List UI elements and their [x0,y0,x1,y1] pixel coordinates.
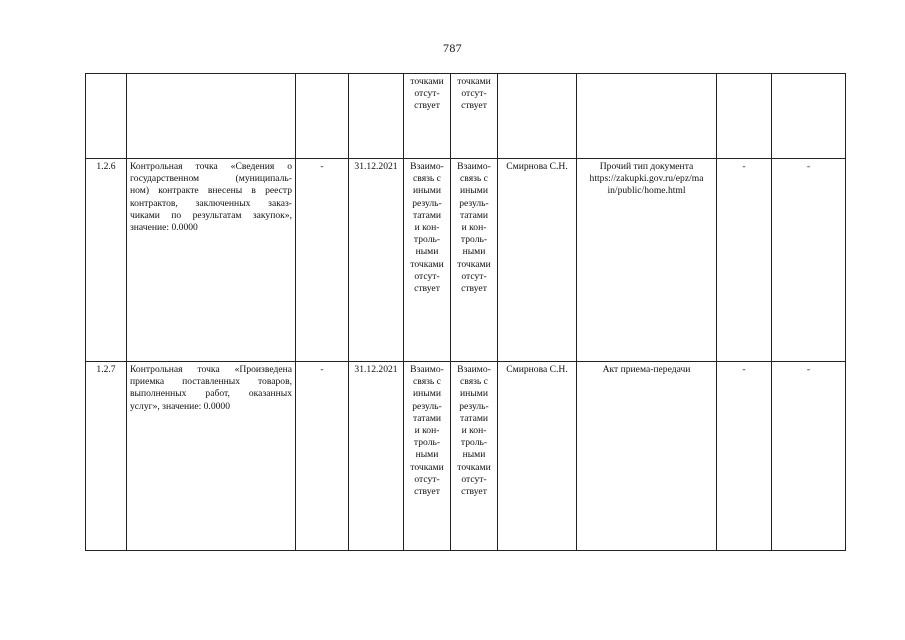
cell-line: - [742,161,746,172]
cell-line: связь с [413,376,441,388]
cell-line: татами [412,412,442,424]
cell-line: резуль- [459,197,489,209]
successor-cell [451,362,498,551]
cell-line: точками [457,258,491,270]
cell-line: точками [410,258,444,270]
row-number-cell [86,159,127,362]
cell-line: ными [415,246,439,258]
cell-line: чиками по результатам закупок», [130,209,292,221]
cell-line: Взаимо- [410,364,444,375]
cell-line: ствует [461,283,487,295]
cell-line: Контрольная точка «Сведения о [130,161,292,172]
due-date-cell [349,159,404,362]
cell-line: контрактов, заключенных заказ- [130,197,292,209]
due-date-cell [349,362,404,551]
cell-line: иными [460,388,488,400]
cell-line: 31.12.2021 [354,364,398,375]
cell-line: троль- [460,437,488,449]
cell-line: Смирнова С.Н. [506,364,568,375]
cell-line: - [742,364,746,375]
cell-line: и кон- [414,425,440,437]
cell-line: резуль- [412,400,442,412]
cell-line: Взаимо- [457,364,491,375]
cell-line: услуг», значение: 0.0000 [130,400,231,412]
successor-cell [451,74,498,159]
cell-line: связь с [460,173,488,185]
control-points-table [85,73,846,551]
cell-line: Акт приема-передачи [602,364,691,375]
extra-cell [772,362,846,551]
document-type-cell [577,159,717,362]
cell-line: Прочий тип документа [599,161,694,172]
cell-line: значение: 0.0000 [130,222,198,234]
cell-line: Взаимо- [457,161,491,172]
cell-line: иными [413,185,441,197]
extra-cell [772,159,846,362]
row-number-cell [86,74,127,159]
information-system-cell [717,362,772,551]
cell-line: приемка поставленных товаров, [130,376,292,388]
cell-line: резуль- [412,197,442,209]
extra-cell [772,74,846,159]
cell-line: ными [462,449,486,461]
cell-line: - [320,161,324,172]
cell-line: Контрольная точка «Произведена [130,364,292,375]
cell-line: ствует [414,100,440,112]
responsible-cell [498,159,577,362]
base-value-cell [296,159,349,362]
page-number: 787 [443,41,462,55]
cell-line: отсут- [414,88,440,100]
cell-line: Смирнова С.Н. [506,161,568,172]
table-row [86,362,846,551]
cell-line: in/public/home.html [607,185,686,197]
cell-line: 1.2.6 [96,161,116,172]
predecessor-cell [404,362,451,551]
cell-line: точками [457,461,491,473]
cell-line: связь с [460,376,488,388]
information-system-cell [717,159,772,362]
cell-line: Взаимо- [410,161,444,172]
cell-line: отсут- [461,270,487,282]
table-row [86,74,846,159]
due-date-cell [349,74,404,159]
base-value-cell [296,74,349,159]
cell-line: и кон- [414,222,440,234]
cell-line: 31.12.2021 [354,161,398,172]
cell-line: ном) контракте внесены в реестр [130,185,292,197]
cell-line: татами [459,412,489,424]
information-system-cell [717,74,772,159]
cell-line: - [806,364,811,375]
description-cell [127,362,296,551]
cell-line: и кон- [461,222,487,234]
cell-line: иными [460,185,488,197]
cell-line: иными [413,388,441,400]
cell-line: 1.2.7 [96,364,116,375]
cell-line: ствует [461,486,487,498]
cell-line: https://zakupki.gov.ru/epz/ma [589,173,704,185]
cell-line: отсут- [461,473,487,485]
cell-line: ными [415,449,439,461]
cell-line: - [806,161,811,172]
cell-line: отсут- [414,473,440,485]
document-type-cell [577,74,717,159]
cell-line: и кон- [461,425,487,437]
cell-line: троль- [413,234,441,246]
document-type-cell [577,362,717,551]
cell-line: ными [462,246,486,258]
cell-line: точками [457,76,491,87]
row-number-cell [86,362,127,551]
cell-line: точками [410,461,444,473]
cell-line: выполненных работ, оказанных [130,388,292,400]
cell-line: связь с [413,173,441,185]
cell-line: ствует [414,486,440,498]
description-cell [127,159,296,362]
description-cell [127,74,296,159]
cell-line: татами [459,209,489,221]
table-row [86,159,846,362]
cell-line: точками [410,76,444,87]
cell-line: троль- [413,437,441,449]
cell-line: - [320,364,324,375]
cell-line: ствует [414,283,440,295]
cell-line: ствует [461,100,487,112]
successor-cell [451,159,498,362]
predecessor-cell [404,159,451,362]
responsible-cell [498,74,577,159]
cell-line: троль- [460,234,488,246]
cell-line: отсут- [414,270,440,282]
cell-line: отсут- [461,88,487,100]
responsible-cell [498,362,577,551]
cell-line: государственном (муниципаль- [130,173,292,185]
cell-line: татами [412,209,442,221]
cell-line: резуль- [459,400,489,412]
predecessor-cell [404,74,451,159]
base-value-cell [296,362,349,551]
